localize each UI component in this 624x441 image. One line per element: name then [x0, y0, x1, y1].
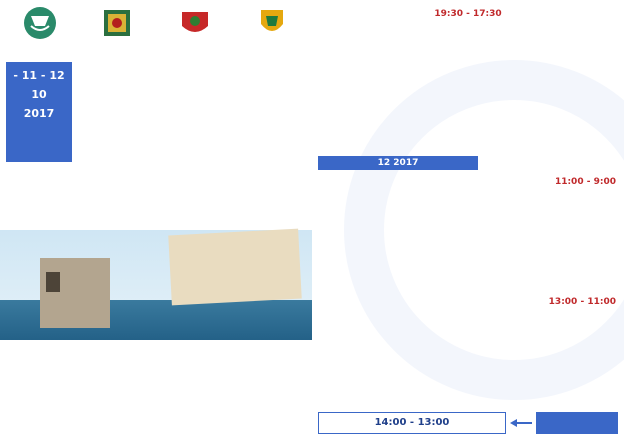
program-line	[318, 358, 618, 366]
program-line	[318, 286, 618, 294]
program-line	[318, 86, 618, 94]
faculty-logo	[6, 4, 74, 62]
axis-five	[318, 174, 618, 423]
crest-icon	[176, 4, 214, 42]
date-line: 2017	[23, 107, 55, 120]
emblem-icon	[98, 4, 136, 42]
organizing-committee-list	[160, 372, 300, 441]
program-line	[318, 245, 618, 253]
committee-member	[160, 425, 300, 436]
shield-icon	[253, 4, 291, 42]
program-line	[318, 213, 618, 221]
date-line: 12 - 11 - 10	[13, 69, 65, 101]
logos-row	[6, 4, 306, 62]
date-box	[6, 62, 72, 162]
program-line	[318, 382, 618, 390]
program-line	[318, 61, 618, 69]
closing-box: 13:00 - 14:00	[318, 412, 506, 434]
program-line	[318, 188, 618, 196]
session-six	[318, 8, 618, 98]
committee-member	[160, 404, 300, 415]
session-six-title: 17:30 - 19:30	[434, 9, 502, 19]
fortress-photo	[40, 258, 110, 328]
old-map-photo	[168, 229, 301, 306]
committee-member	[160, 393, 300, 404]
program-line	[318, 196, 618, 204]
workshop-one-title: 9:00 - 11:00	[554, 177, 616, 187]
faculty-logo-icon	[21, 4, 59, 42]
committee-member	[10, 369, 150, 380]
scientific-committee-list	[10, 358, 150, 432]
program-line	[318, 77, 618, 85]
program-line	[318, 254, 618, 262]
final-report-note	[536, 412, 618, 434]
program-line	[318, 262, 618, 270]
program-line	[318, 229, 618, 237]
committee-member	[160, 372, 300, 383]
association-logo	[238, 4, 306, 62]
program-line	[318, 366, 618, 374]
program-line	[318, 204, 618, 212]
committee-member	[10, 379, 150, 390]
committee-member	[160, 383, 300, 394]
committee-member	[10, 411, 150, 422]
program-line	[318, 270, 618, 278]
program-line	[318, 237, 618, 245]
day-three-banner: 2017 12	[318, 156, 478, 170]
program-line	[318, 399, 618, 407]
municipal-council-logo	[161, 4, 229, 62]
program-line	[318, 349, 618, 357]
committee-member	[160, 435, 300, 441]
program-line	[318, 333, 618, 341]
committee-member	[10, 400, 150, 411]
arrow-left-icon	[510, 419, 532, 427]
program-line	[318, 20, 618, 28]
committee-member	[10, 421, 150, 432]
program-line	[318, 325, 618, 333]
program-line	[318, 341, 618, 349]
program-line	[318, 53, 618, 61]
program-line	[318, 308, 618, 316]
program-line	[318, 69, 618, 77]
program-line	[318, 317, 618, 325]
committee-member	[10, 358, 150, 369]
program-line	[318, 278, 618, 286]
provincial-council-logo	[83, 4, 151, 62]
workshop-two-title: 11:00 - 13:00	[548, 297, 616, 308]
program-line	[318, 28, 618, 36]
program-line	[318, 36, 618, 44]
program-line	[318, 45, 618, 53]
program-line	[318, 221, 618, 229]
committee-member	[10, 390, 150, 401]
program-panel	[312, 0, 624, 441]
committee-member	[160, 414, 300, 425]
program-line	[318, 374, 618, 382]
program-line	[318, 390, 618, 398]
